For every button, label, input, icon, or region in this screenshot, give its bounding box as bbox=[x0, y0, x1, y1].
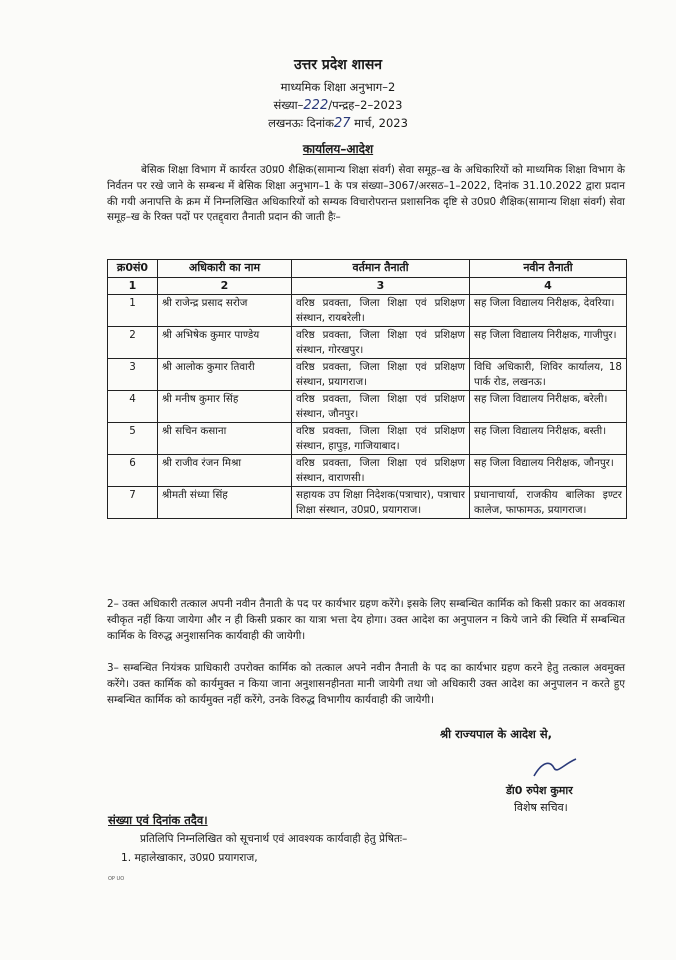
copy-forwarded-line: प्रतिलिपि निम्नलिखित को सूचनार्थ एवं आवश्यक कार्यवाही हेतु प्रेषितः– bbox=[140, 833, 408, 845]
cell-current-posting: सहायक उप शिक्षा निदेशक(पत्राचार), पत्राचार शिक्षा संस्थान, उ0प्र0, प्रयागराज। bbox=[292, 487, 470, 519]
office-order-title: कार्यालय–आदेश bbox=[302, 142, 374, 156]
cell-new-posting: सह जिला विद्यालय निरीक्षक, देवरिया। bbox=[470, 295, 627, 327]
cell-current-posting: वरिष्ठ प्रवक्ता, जिला शिक्षा एवं प्रशिक्षण संस्थान, वाराणसी। bbox=[292, 455, 470, 487]
signatory-designation: विशेष सचिव। bbox=[514, 801, 568, 814]
date-prefix: लखनऊः दिनांक bbox=[268, 116, 334, 130]
table-row bbox=[108, 487, 627, 519]
cell-current-posting: वरिष्ठ प्रवक्ता, जिला शिक्षा एवं प्रशिक्षण संस्थान, हापुड़, गाजियाबाद। bbox=[292, 423, 470, 455]
handwritten-number: 222 bbox=[303, 98, 329, 113]
header-officer-name: अधिकारी का नाम bbox=[158, 260, 292, 278]
cell-current-posting: वरिष्ठ प्रवक्ता, जिला शिक्षा एवं प्रशिक्षण संस्थान, गोरखपुर। bbox=[292, 327, 470, 359]
header-current-posting: वर्तमान तैनाती bbox=[292, 260, 470, 278]
table-row bbox=[108, 359, 627, 391]
column-number-row bbox=[108, 277, 627, 295]
cell-officer-name: श्रीमती संध्या सिंह bbox=[158, 487, 292, 519]
government-title: उत्तर प्रदेश शासन bbox=[293, 57, 383, 73]
column-number: 2 bbox=[158, 277, 292, 295]
header-serial: क्र0सं0 bbox=[108, 260, 158, 278]
table-row bbox=[108, 327, 627, 359]
table-row bbox=[108, 391, 627, 423]
cell-serial: 4 bbox=[108, 391, 158, 423]
cell-serial: 5 bbox=[108, 423, 158, 455]
cell-officer-name: श्री मनीष कुमार सिंह bbox=[158, 391, 292, 423]
header-new-posting: नवीन तैनाती bbox=[470, 260, 627, 278]
column-number: 3 bbox=[292, 277, 470, 295]
signatory-name: डॅा0 रुपेश कुमार bbox=[506, 784, 573, 797]
cell-new-posting: सह जिला विद्यालय निरीक्षक, जौनपुर। bbox=[470, 455, 627, 487]
cell-new-posting: सह जिला विद्यालय निरीक्षक, बस्ती। bbox=[470, 423, 627, 455]
cell-officer-name: श्री राजेन्द्र प्रसाद सरोज bbox=[158, 295, 292, 327]
cell-current-posting: वरिष्ठ प्रवक्ता, जिला शिक्षा एवं प्रशिक्षण संस्थान, जौनपुर। bbox=[292, 391, 470, 423]
cell-new-posting: प्रधानाचार्या, राजकीय बालिका इण्टर कालेज, फाफामऊ, प्रयागराज। bbox=[470, 487, 627, 519]
number-suffix: /पन्द्रह–2–2023 bbox=[328, 98, 403, 112]
letter-number bbox=[0, 98, 676, 113]
cell-serial: 1 bbox=[108, 295, 158, 327]
paragraph-3: 3– सम्बन्धित नियंत्रक प्राधिकारी उपरोक्त कार्मिक को तत्काल अपने नवीन तैनाती के पद का कार्यभार ग्रहण करने हेतु तत्काल अवमुक्त करेंगे। उक्त कार्मिक को कार्यमुक्त न किया जाना अनुशासनहीनता मानी जायेगी तथा जो अधिकारी उक्त आदेश का अनुपालन न करते हुए सम्बन्धित कार्मिक को कार्यमुक्त नहीं करेंगे, उनके विरुद्ध विभागीय कार्यवाही की जायेगी। bbox=[107, 662, 625, 706]
table-header-row bbox=[108, 260, 627, 278]
cell-current-posting: वरिष्ठ प्रवक्ता, जिला शिक्षा एवं प्रशिक्षण संस्थान, रायबरेली। bbox=[292, 295, 470, 327]
paragraph-1: बेसिक शिक्षा विभाग में कार्यरत उ0प्र0 शैक्षिक(सामान्य शिक्षा संवर्ग) सेवा समूह–ख के अधिकारियों को माध्यमिक शिक्षा विभाग के निर्वतन पर रखे जाने के सम्बन्ध में बेसिक शिक्षा अनुभाग–1 के पत्र संख्या–3067/अरसठ–1–2022, दिनांक 31.10.2022 द्वारा प्रदान की गयी अनापत्ति के क्रम में निम्नलिखित अधिकारियों को सम्यक विचारोपरान्त प्रशासनिक दृष्टि से उ0प्र0 शैक्षिक(सामान्य शिक्षा संवर्ग) सेवा समूह–ख के रिक्त पदों पर एतद्द्वारा तैनाती प्रदान की जाती हैः– bbox=[107, 164, 625, 224]
paragraph-2: 2– उक्त अधिकारी तत्काल अपनी नवीन तैनाती के पद पर कार्यभार ग्रहण करेंगे। इसके लिए सम्बन्धित कार्मिक को किसी प्रकार का अवकाश स्वीकृत नहीं किया जायेगा और न ही किसी प्रकार का यात्रा भत्ता देय होगा। उक्त आदेश का अनुपालन न किये जाने की स्थिति में सम्बन्धित कार्मिक के विरुद्ध अनुशासनिक कार्यवाही की जायेगी। bbox=[107, 598, 625, 642]
copy-recipient-item: 1. महालेखाकार, उ0प्र0 प्रयागराज, bbox=[121, 852, 258, 864]
column-number: 4 bbox=[470, 277, 627, 295]
cell-current-posting: वरिष्ठ प्रवक्ता, जिला शिक्षा एवं प्रशिक्षण संस्थान, प्रयागराज। bbox=[292, 359, 470, 391]
letter-date bbox=[0, 116, 676, 131]
cell-new-posting: सह जिला विद्यालय निरीक्षक, बरेली। bbox=[470, 391, 627, 423]
cell-officer-name: श्री अभिषेक कुमार पाण्डेय bbox=[158, 327, 292, 359]
posting-table bbox=[107, 259, 627, 519]
cell-officer-name: श्री आलोक कुमार तिवारी bbox=[158, 359, 292, 391]
cell-serial: 6 bbox=[108, 455, 158, 487]
governor-order-line: श्री राज्यपाल के आदेश से, bbox=[440, 727, 553, 741]
cell-new-posting: सह जिला विद्यालय निरीक्षक, गाजीपुर। bbox=[470, 327, 627, 359]
column-number: 1 bbox=[108, 277, 158, 295]
handwritten-date: 27 bbox=[333, 116, 351, 131]
table-row bbox=[108, 423, 627, 455]
cell-officer-name: श्री सचिन कसाना bbox=[158, 423, 292, 455]
table-row bbox=[108, 295, 627, 327]
date-suffix: मार्च, 2023 bbox=[350, 116, 408, 130]
cell-officer-name: श्री राजीव रंजन मिश्रा bbox=[158, 455, 292, 487]
cell-serial: 3 bbox=[108, 359, 158, 391]
footer-code: OP UO bbox=[108, 876, 125, 882]
department-line: माध्यमिक शिक्षा अनुभाग–2 bbox=[280, 80, 396, 94]
number-prefix: संख्या– bbox=[273, 98, 304, 112]
signature-mark bbox=[530, 756, 580, 782]
cell-serial: 2 bbox=[108, 327, 158, 359]
office-order-heading bbox=[0, 140, 676, 157]
same-number-date-line: संख्या एवं दिनांक तदैव। bbox=[108, 813, 208, 827]
cell-serial: 7 bbox=[108, 487, 158, 519]
cell-new-posting: विधि अधिकारी, शिविर कार्यालय, 18 पार्क रोड, लखनऊ। bbox=[470, 359, 627, 391]
table-row bbox=[108, 455, 627, 487]
